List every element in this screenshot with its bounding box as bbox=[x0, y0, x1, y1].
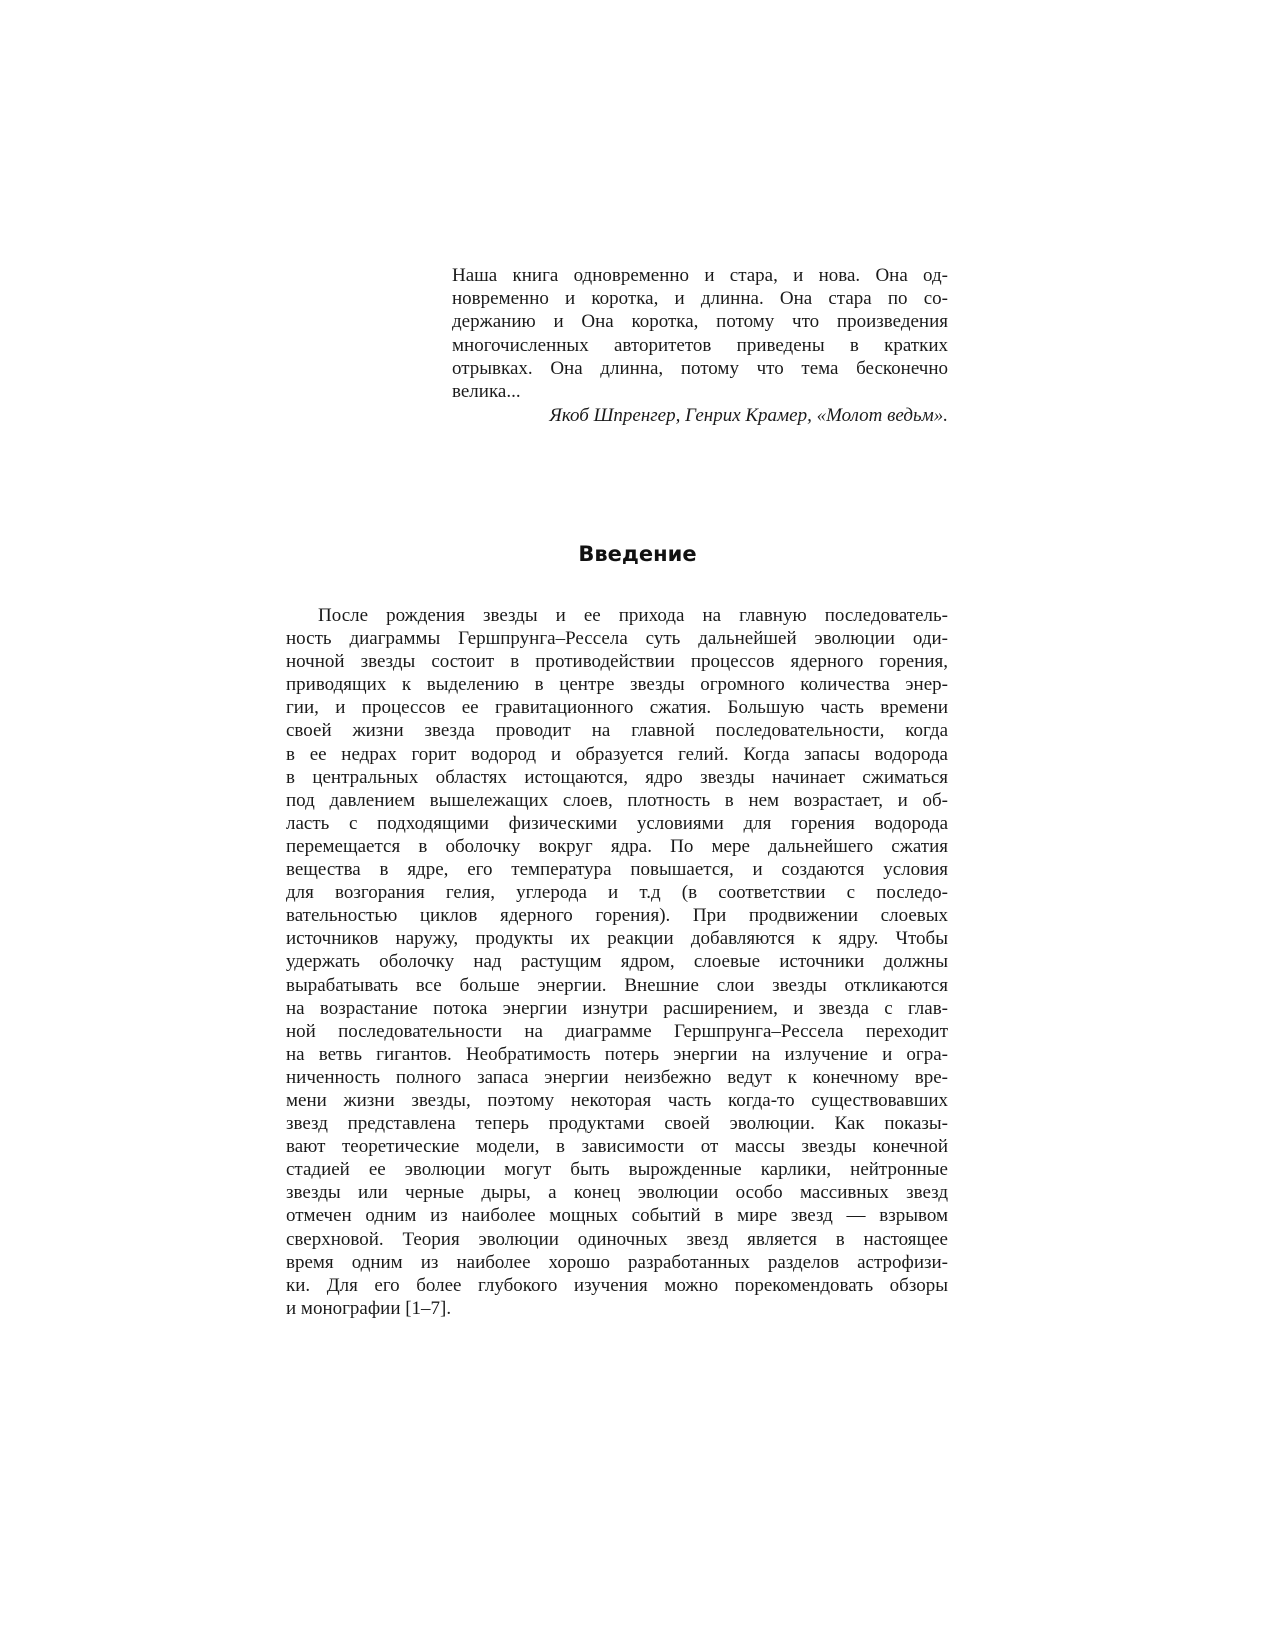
paragraph-line: в ее недрах горит водород и образуется гелий. Когда запасы водорода bbox=[286, 743, 948, 765]
paragraph-line: и монографии [1–7]. bbox=[286, 1297, 452, 1319]
paragraph-line: приводящих к выделению в центре звезды огромного количества энер- bbox=[286, 674, 948, 696]
paragraph-line: для возгорания гелия, углерода и т.д (в соответствии с последо- bbox=[286, 882, 948, 904]
paragraph-line: источников наружу, продукты их реакции добавляются к ядру. Чтобы bbox=[286, 928, 948, 950]
paragraph-line: отмечен одним из наиболее мощных событий в мире звезд — взрывом bbox=[286, 1205, 948, 1227]
section-title: Введение bbox=[578, 542, 697, 566]
epigraph-line: новременно и коротка, и длинна. Она стара по со- bbox=[452, 288, 948, 310]
paragraph-line: ки. Для его более глубокого изучения можно порекомендовать обзоры bbox=[286, 1274, 948, 1296]
paragraph-line: на ветвь гигантов. Необратимость потерь энергии на излучение и огра- bbox=[286, 1043, 948, 1065]
paragraph-line: вещества в ядре, его температура повышается, и создаются условия bbox=[286, 859, 948, 881]
paragraph-line: удержать оболочку над растущим ядром, слоевые источники должны bbox=[286, 951, 948, 973]
paragraph-line: своей жизни звезда проводит на главной последовательности, когда bbox=[286, 720, 948, 742]
paragraph-line: ночной звезды состоит в противодействии процессов ядерного горения, bbox=[286, 651, 948, 673]
paragraph-line: ласть с подходящими физическими условиями для горения водорода bbox=[286, 812, 948, 834]
paragraph-line: мени жизни звезды, поэтому некоторая часть когда-то существовавших bbox=[286, 1089, 948, 1111]
paragraph-line: перемещается в оболочку вокруг ядра. По мере дальнейшего сжатия bbox=[286, 835, 948, 857]
paragraph-line: вают теоретические модели, в зависимости от массы звезды конечной bbox=[286, 1136, 948, 1158]
paragraph-line: ность диаграммы Гершпрунга–Рессела суть дальнейшей эволюции оди- bbox=[286, 628, 948, 650]
epigraph-line: держанию и Она коротка, потому что произведения bbox=[452, 311, 948, 333]
epigraph-line: отрывках. Она длинна, потому что тема бесконечно bbox=[452, 357, 948, 379]
epigraph-line: многочисленных авторитетов приведены в кратких bbox=[452, 334, 948, 356]
epigraph-line: велика... bbox=[452, 380, 521, 402]
paragraph-line: звезды или черные дыры, а конец эволюции особо массивных звезд bbox=[286, 1182, 948, 1204]
paragraph-line: звезд представлена теперь продуктами своей эволюции. Как показы- bbox=[286, 1113, 948, 1135]
body-paragraph bbox=[286, 604, 948, 1320]
paragraph-line: под давлением вышележащих слоев, плотность в нем возрастает, и об- bbox=[286, 789, 948, 811]
epigraph-attribution: Якоб Шпренгер, Генрих Крамер, «Молот ведьм». bbox=[549, 405, 948, 427]
paragraph-line: вырабатывать все больше энергии. Внешние слои звезды откликаются bbox=[286, 974, 948, 996]
paragraph-line: гии, и процессов ее гравитационного сжатия. Большую часть времени bbox=[286, 697, 948, 719]
paragraph-line: на возрастание потока энергии изнутри расширением, и звезда с глав- bbox=[286, 997, 948, 1019]
paragraph-line: ниченность полного запаса энергии неизбежно ведут к конечному вре- bbox=[286, 1066, 948, 1088]
paragraph-line: После рождения звезды и ее прихода на главную последователь- bbox=[318, 605, 948, 626]
paragraph-line: стадией ее эволюции могут быть вырожденные карлики, нейтронные bbox=[286, 1159, 948, 1181]
paragraph-line: в центральных областях истощаются, ядро звезды начинает сжиматься bbox=[286, 766, 948, 788]
paragraph-line: вательностью циклов ядерного горения). При продвижении слоевых bbox=[286, 905, 948, 927]
epigraph-line: Наша книга одновременно и стара, и нова. Она од- bbox=[452, 265, 948, 286]
paragraph-line: сверхновой. Теория эволюции одиночных звезд является в настоящее bbox=[286, 1228, 948, 1250]
epigraph bbox=[452, 264, 948, 427]
paragraph-line: ной последовательности на диаграмме Гершпрунга–Рессела переходит bbox=[286, 1020, 948, 1042]
paragraph-line: время одним из наиболее хорошо разработанных разделов астрофизи- bbox=[286, 1251, 948, 1273]
